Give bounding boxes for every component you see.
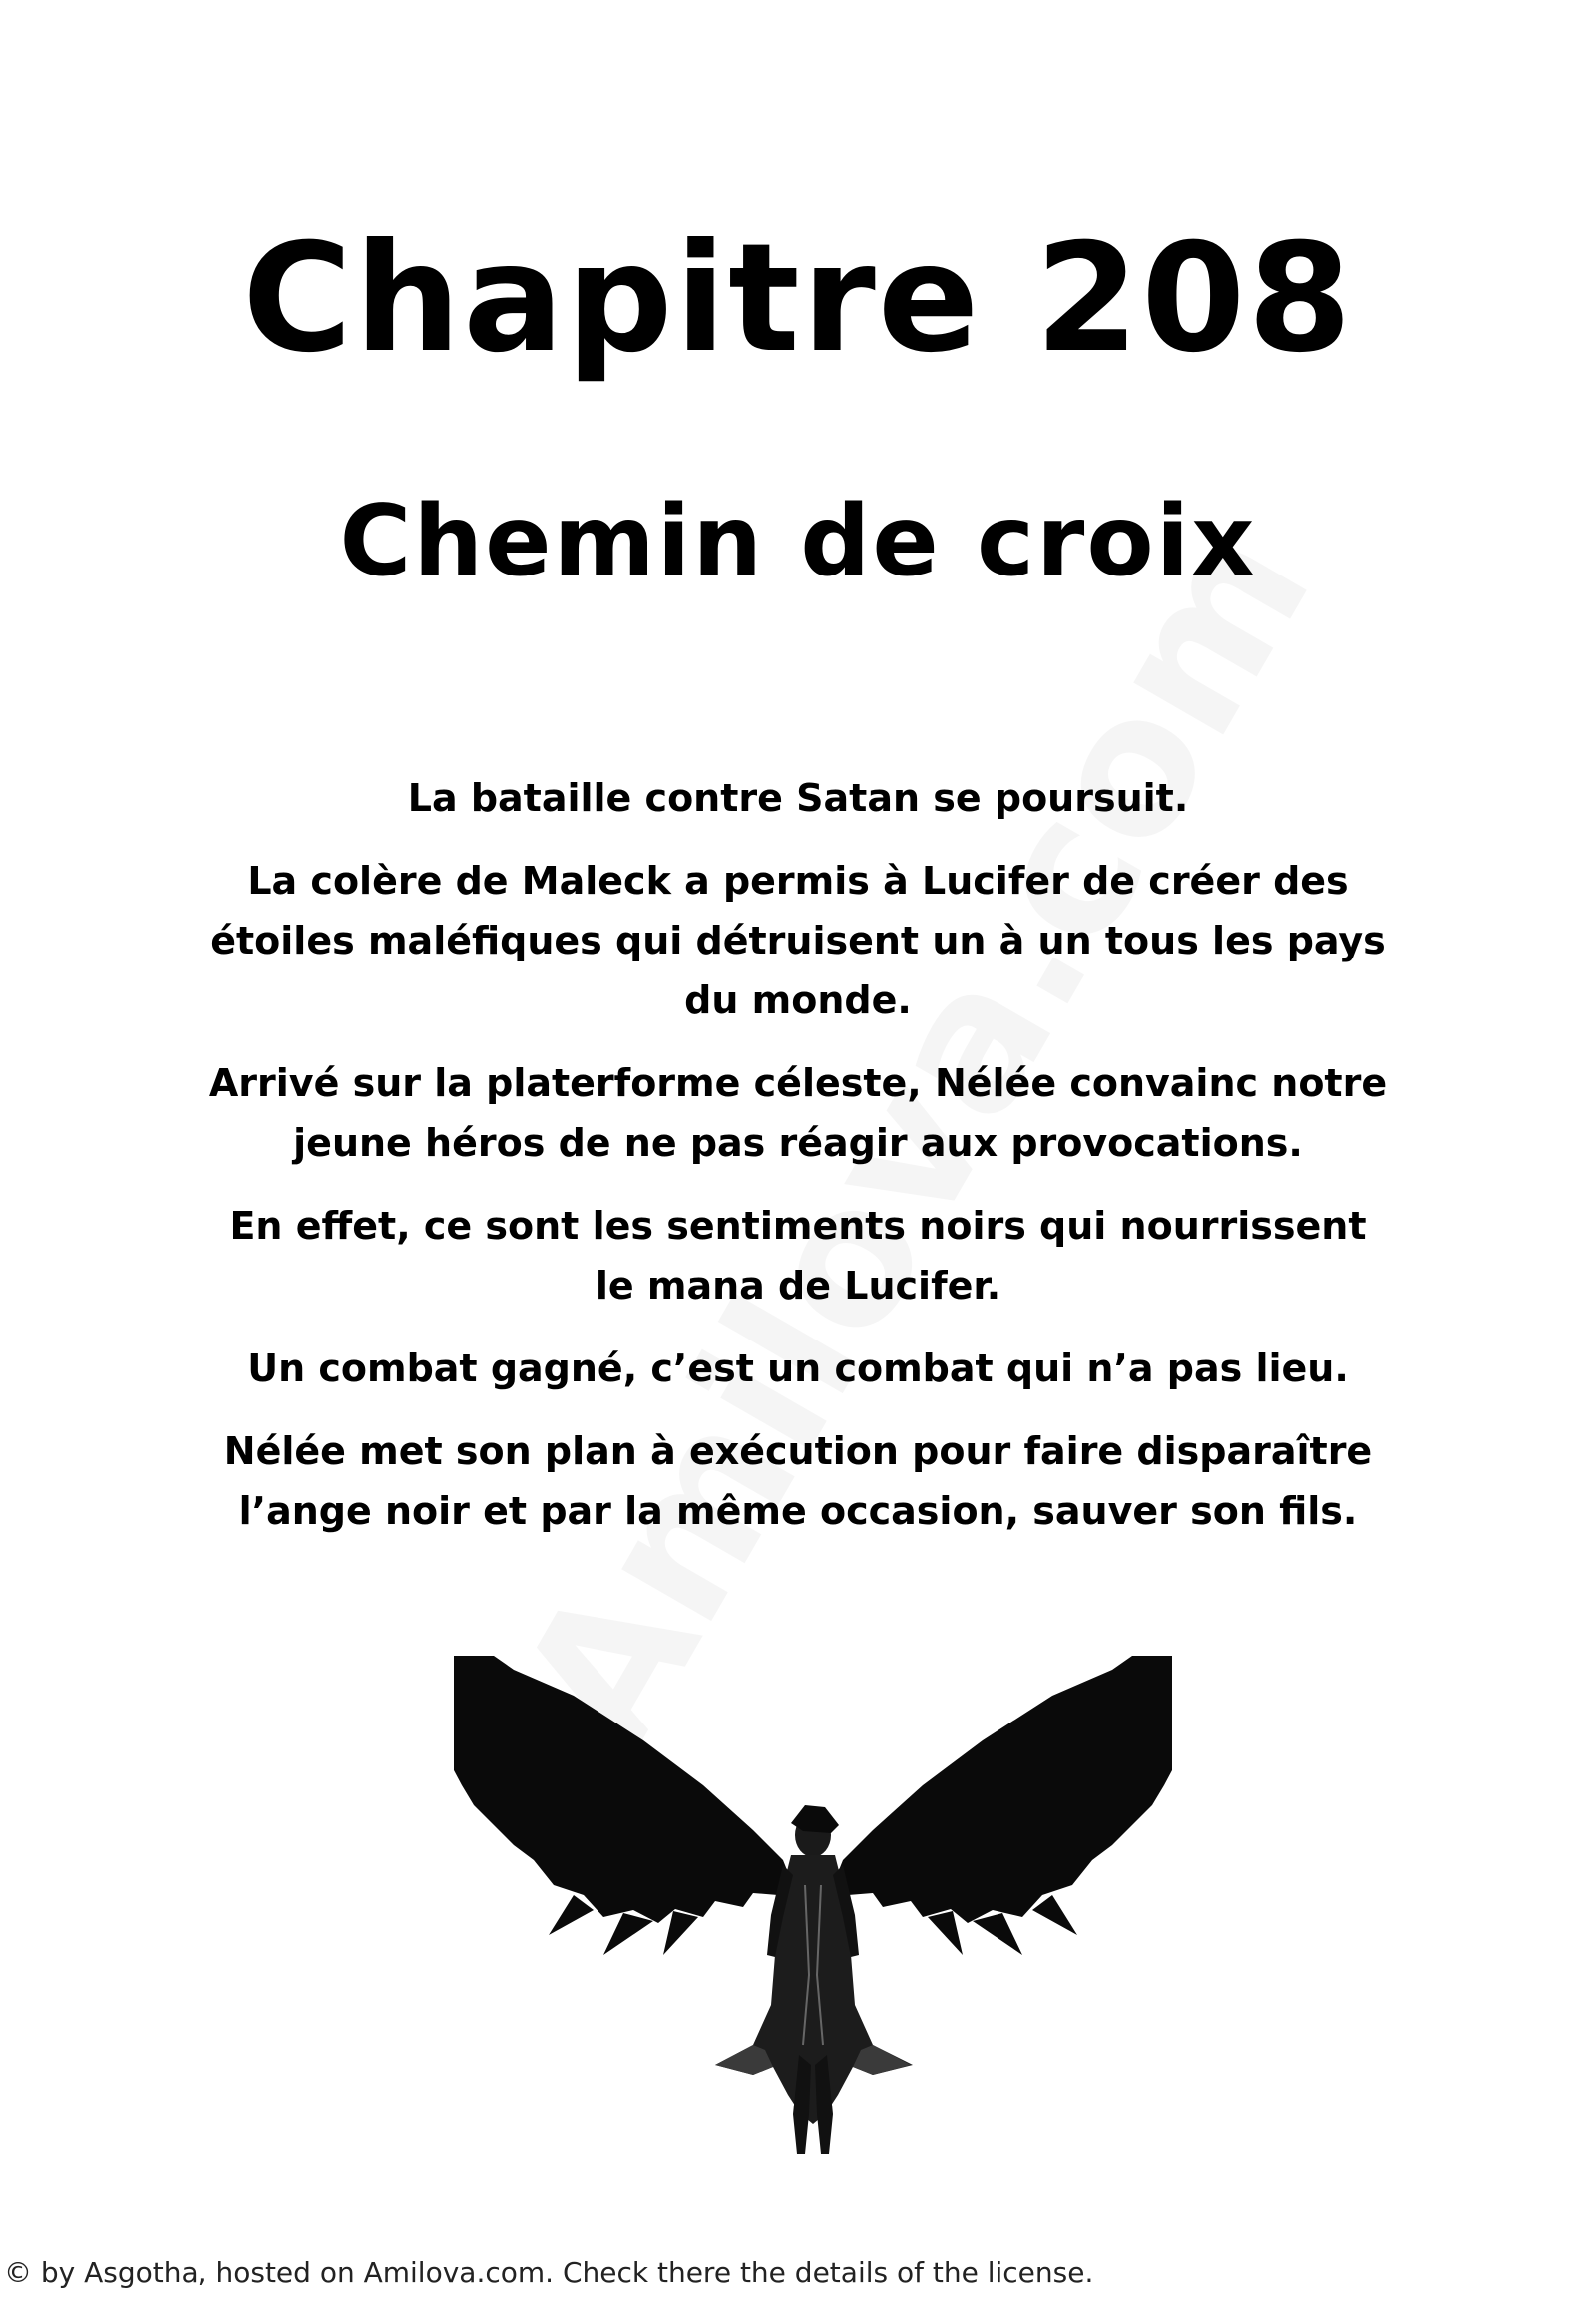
copyright-notice: © by Asgotha, hosted on Amilova.com. Check there the details of the license.	[4, 2256, 1094, 2289]
summary-paragraph: La colère de Maleck a permis à Lucifer de créer des étoiles maléfiques qui détruisent un à un tous les pays du monde.	[210, 859, 1386, 1022]
summary-paragraph: La bataille contre Satan se poursuit.	[407, 776, 1189, 820]
right-wing	[833, 1656, 1172, 1923]
chapter-title: Chapitre 208	[242, 212, 1354, 386]
summary-paragraph: En effet, ce sont les sentiments noirs qui nourrissent le mana de Lucifer.	[229, 1204, 1367, 1308]
winged-figure-illustration	[454, 1656, 1172, 2164]
chapter-subtitle: Chemin de croix	[339, 485, 1257, 598]
summary-paragraph: Arrivé sur la platerforme céleste, Nélée convainc notre jeune héros de ne pas réagir aux provocations.	[208, 1061, 1388, 1165]
summary-paragraph: Nélée met son plan à exécution pour faire disparaître l’ange noir et par la même occasion, sauver son fils.	[223, 1429, 1373, 1533]
chapter-summary	[170, 768, 1426, 1564]
summary-paragraph: Un combat gagné, c’est un combat qui n’a pas lieu.	[247, 1346, 1349, 1390]
left-wing	[454, 1656, 793, 1923]
